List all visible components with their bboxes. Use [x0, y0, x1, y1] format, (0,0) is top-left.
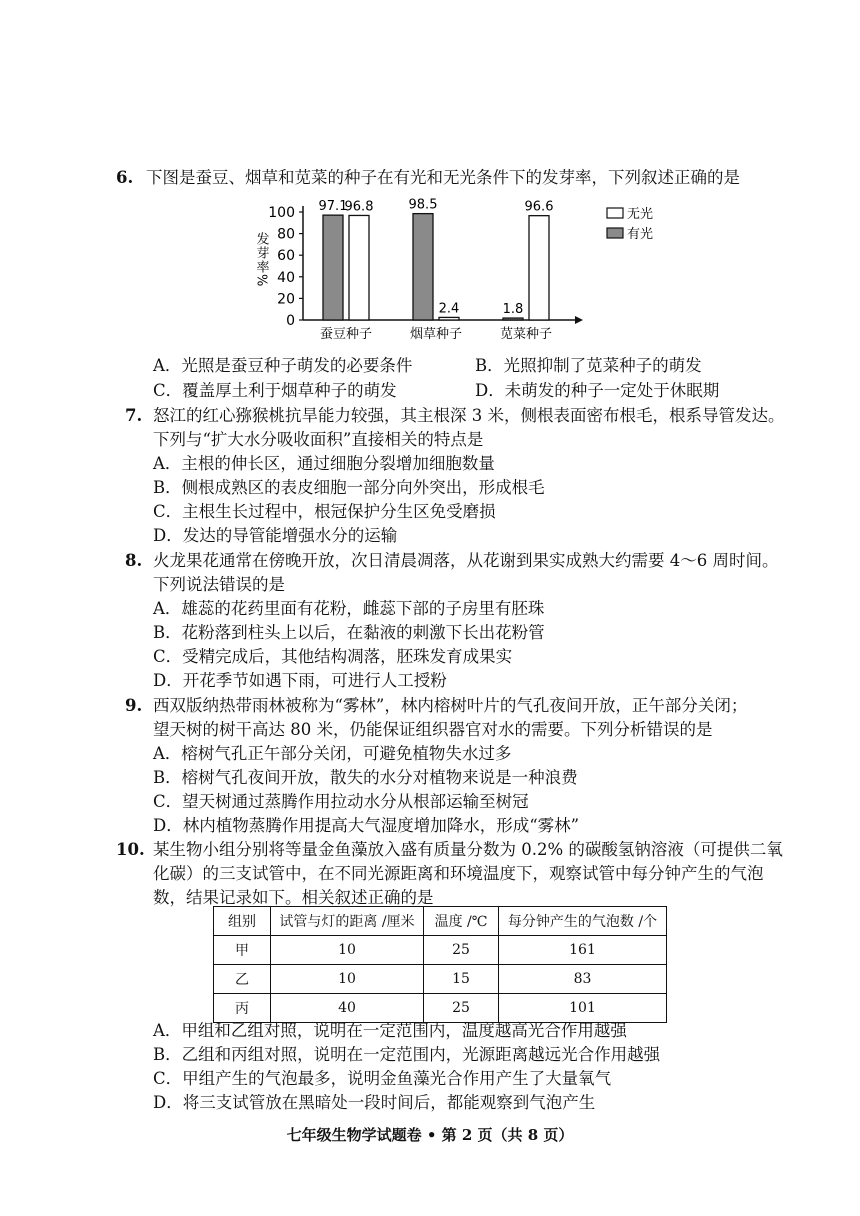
table-header-cell: 组别: [214, 907, 271, 936]
question-9-option-b: B．榕树气孔夜间开放，散失的水分对植物来说是一种浪费: [153, 768, 578, 787]
question-9-option-d: D．林内植物蒸腾作用提高大气湿度增加降水，形成“雾林”: [153, 816, 580, 835]
bar-value-label: 98.5: [408, 198, 438, 213]
table-header-cell: 每分钟产生的气泡数 /个: [499, 907, 667, 936]
table-cell: 40: [271, 994, 424, 1023]
y-tick-label: 80: [277, 226, 295, 243]
question-10-text-line1: 某生物小组分别将等量金鱼藻放入盛有质量分数为 0.2% 的碳酸氢钠溶液（可提供二氧: [153, 840, 783, 859]
question-9-stem: [125, 694, 747, 718]
bar: [323, 215, 343, 320]
question-7-option-b: B．侧根成熟区的表皮细胞一部分向外突出，形成根毛: [153, 478, 545, 497]
question-10-stem: [116, 838, 783, 862]
question-9-option-a: A．榕树气孔正午部分关闭，可避免植物失水过多: [153, 744, 512, 763]
table-cell: 10: [271, 936, 424, 965]
table-header-cell: 温度 /℃: [424, 907, 499, 936]
table-header-row: [214, 907, 667, 936]
question-9-text-line1: 西双版纳热带雨林被称为“雾林”，林内榕树叶片的气孔夜间开放，正午部分关闭；: [153, 696, 748, 715]
question-8-option-a: A．雄蕊的花药里面有花粉，雌蕊下部的子房里有胚珠: [153, 599, 545, 618]
question-7-stem: [125, 404, 785, 428]
page-footer: 七年级生物学试题卷 • 第 2 页（共 8 页）: [286, 1126, 574, 1144]
question-8-number: 8.: [125, 551, 143, 570]
y-tick-label: 100: [268, 205, 295, 221]
bar-value-label: 97.1: [318, 199, 348, 215]
question-8-option-d: D．开花季节如遇下雨，可进行人工授粉: [153, 671, 447, 690]
table-row: [214, 936, 667, 965]
table-cell: 161: [499, 936, 667, 965]
legend-label: 无光: [627, 207, 654, 222]
question-10-option-c: C．甲组产生的气泡最多，说明金鱼藻光合作用产生了大量氧气: [153, 1069, 612, 1088]
question-7-text-line1: 怒江的红心猕猴桃抗旱能力较强，其主根深 3 米，侧根表面密布根毛，根系导管发达。: [153, 406, 785, 425]
table-cell: 83: [499, 965, 667, 994]
table-header-cell: 试管与灯的距离 /厘米: [271, 907, 424, 936]
bar: [529, 216, 549, 320]
question-9-text-line2: 望天树的树干高达 80 米，仍能保证组织器官对水的需要。下列分析错误的是: [153, 720, 713, 739]
bar-value-label: 96.6: [524, 199, 554, 215]
table-cell: 25: [424, 994, 499, 1023]
y-axis-label: 发芽率%: [253, 232, 269, 288]
question-9-number: 9.: [125, 696, 143, 715]
question-6-option-c: C．覆盖厚土利于烟草种子的萌发: [153, 381, 397, 400]
question-10-number: 10.: [116, 840, 145, 859]
bar: [349, 215, 369, 320]
bar-value-label: 2.4: [438, 301, 460, 317]
bar-value-label: 96.8: [344, 199, 374, 215]
table-row: [214, 965, 667, 994]
question-8-option-b: B．花粉落到柱头上以后，在黏液的刺激下长出花粉管: [153, 623, 545, 642]
question-10-option-d: D．将三支试管放在黑暗处一段时间后，都能观察到气泡产生: [153, 1093, 596, 1112]
category-label: 苋菜种子: [499, 327, 553, 342]
question-7-option-c: C．主根生长过程中，根冠保护分生区免受磨损: [153, 502, 496, 521]
category-label: 烟草种子: [409, 327, 463, 342]
question-8-text-line1: 火龙果花通常在傍晚开放，次日清晨凋落，从花谢到果实成熟大约需要 4～6 周时间。: [153, 551, 779, 570]
question-7-option-a: A．主根的伸长区，通过细胞分裂增加细胞数量: [153, 454, 495, 473]
question-10-option-a: A．甲组和乙组对照，说明在一定范围内，温度越高光合作用越强: [153, 1021, 627, 1040]
category-label: 蚕豆种子: [319, 327, 373, 342]
question-6-number: 6.: [116, 168, 134, 187]
x-axis-arrow: [575, 316, 583, 324]
y-tick-label: 0: [286, 313, 295, 329]
question-7-option-d: D．发达的导管能增强水分的运输: [153, 526, 398, 545]
question-8-option-c: C．受精完成后，其他结构凋落，胚珠发育成果实: [153, 647, 513, 666]
bar-value-label: 1.8: [502, 302, 524, 318]
y-tick-label: 60: [277, 248, 295, 265]
question-6-option-a: A．光照是蚕豆种子萌发的必要条件: [153, 356, 413, 375]
question-6-stem: [116, 166, 740, 190]
table-cell: 10: [271, 965, 424, 994]
table-cell: 101: [499, 994, 667, 1023]
question-10-text-line3: 数，结果记录如下。相关叙述正确的是: [153, 888, 434, 907]
table-cell: 丙: [214, 994, 271, 1023]
question-6-option-b: B．光照抑制了苋菜种子的萌发: [475, 356, 702, 375]
y-tick-label: 20: [277, 291, 295, 308]
table-cell: 25: [424, 936, 499, 965]
question-6-option-d: D．未萌发的种子一定处于休眠期: [475, 381, 720, 400]
table-cell: 15: [424, 965, 499, 994]
question-9-option-c: C．望天树通过蒸腾作用拉动水分从根部运输至树冠: [153, 792, 529, 811]
bar: [413, 214, 433, 320]
question-10-text-line2: 化碳）的三支试管中，在不同光源距离和环境温度下，观察试管中每分钟产生的气泡: [153, 864, 764, 883]
question-6-text: 下图是蚕豆、烟草和苋菜的种子在有光和无光条件下的发芽率，下列叙述正确的是: [146, 168, 740, 187]
bar: [439, 317, 459, 320]
germination-bar-chart: [245, 198, 705, 348]
bar: [503, 318, 523, 320]
question-10-option-b: B．乙组和丙组对照，说明在一定范围内，光源距离越远光合作用越强: [153, 1045, 661, 1064]
table-cell: 乙: [214, 965, 271, 994]
y-tick-label: 40: [277, 269, 295, 286]
legend-label: 有光: [627, 227, 654, 242]
legend-swatch: [607, 228, 623, 238]
question-7-number: 7.: [125, 406, 143, 425]
experiment-table: [213, 906, 667, 1023]
question-8-text-line2: 下列说法错误的是: [153, 575, 285, 594]
legend-swatch: [607, 208, 623, 218]
question-7-text-line2: 下列与“扩大水分吸收面积”直接相关的特点是: [153, 430, 484, 449]
question-8-stem: [125, 549, 779, 573]
table-cell: 甲: [214, 936, 271, 965]
